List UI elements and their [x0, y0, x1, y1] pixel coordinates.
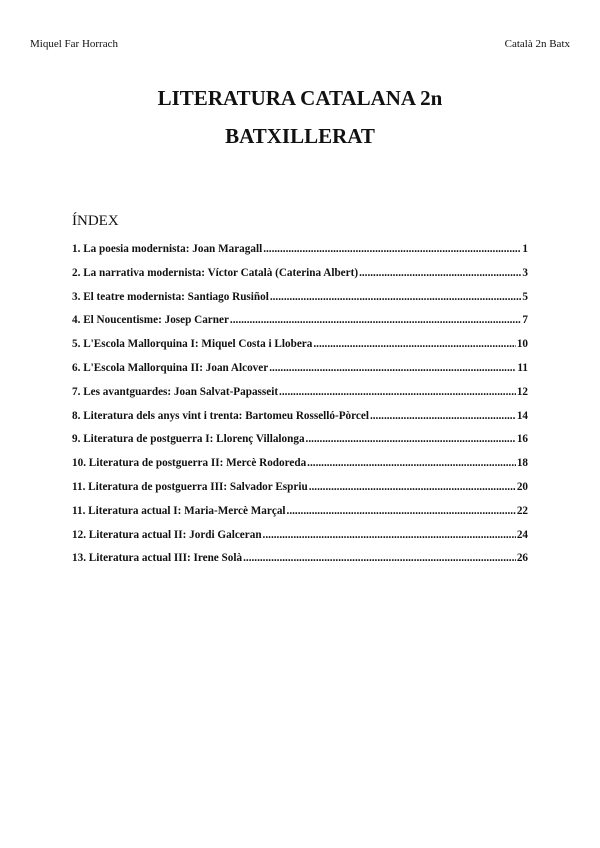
toc-entry-page: 1: [522, 243, 528, 255]
toc-entry-6[interactable]: [72, 362, 528, 386]
toc-entry-9[interactable]: [72, 433, 528, 457]
index-heading: ÍNDEX: [72, 213, 119, 229]
toc-entry-label: 4. El Noucentisme: Josep Carner: [72, 314, 229, 327]
toc-entry-label: 6. L'Escola Mallorquina II: Joan Alcover: [72, 361, 269, 374]
toc-entry-label: 10. Literatura de postguerra II: Mercè Rodoreda: [72, 457, 307, 470]
toc-leader-dots: [309, 481, 516, 493]
toc-entry-page: 20: [516, 480, 528, 493]
toc-leader-dots: [243, 552, 516, 564]
toc-entry-label: 11. Literatura actual I: Maria-Mercè Marçal: [72, 504, 286, 517]
table-of-contents: [72, 243, 528, 576]
toc-entry-page: 7: [522, 314, 528, 327]
toc-entry-label: 5. L'Escola Mallorquina I: Miquel Costa i Llobera: [72, 338, 313, 351]
toc-entry-page: 22: [516, 504, 528, 517]
toc-entry-label: 7. Les avantguardes: Joan Salvat-Papasseit: [72, 385, 279, 398]
toc-entry-2[interactable]: [72, 267, 528, 291]
toc-entry-12[interactable]: [72, 505, 528, 529]
toc-entry-label: 9. Literatura de postguerra I: Llorenç Villalonga: [72, 433, 305, 446]
toc-entry-page: 26: [516, 552, 528, 565]
toc-entry-page: 24: [516, 528, 528, 541]
toc-entry-page: 5: [522, 290, 528, 303]
toc-entry-1[interactable]: [72, 243, 528, 267]
toc-entry-14[interactable]: [72, 552, 528, 576]
toc-leader-dots: [359, 267, 521, 279]
toc-entry-page: 16: [516, 433, 528, 446]
toc-leader-dots: [270, 291, 522, 303]
toc-entry-label: 13. Literatura actual III: Irene Solà: [72, 552, 243, 565]
toc-leader-dots: [370, 410, 516, 422]
toc-entry-13[interactable]: [72, 529, 528, 553]
toc-entry-11[interactable]: [72, 481, 528, 505]
toc-leader-dots: [230, 314, 521, 326]
toc-entry-label: 8. Literatura dels anys vint i trenta: Bartomeu Rosselló-Pòrcel: [72, 409, 369, 422]
toc-entry-label: 12. Literatura actual II: Jordi Galceran: [72, 528, 262, 541]
toc-leader-dots: [307, 457, 516, 469]
toc-entry-label: 1. La poesia modernista: Joan Maragall: [72, 243, 263, 255]
toc-entry-page: 11: [517, 361, 528, 374]
toc-entry-page: 12: [516, 385, 528, 398]
document-title-line-1: LITERATURA CATALANA 2n: [157, 86, 443, 110]
toc-entry-10[interactable]: [72, 457, 528, 481]
toc-leader-dots: [263, 529, 516, 541]
toc-entry-3[interactable]: [72, 291, 528, 315]
toc-entry-page: 10: [516, 338, 528, 351]
document-title-line-2: BATXILLERAT: [225, 124, 375, 148]
header-author: Miquel Far Horrach: [30, 38, 118, 50]
toc-entry-4[interactable]: [72, 314, 528, 338]
toc-entry-label: 11. Literatura de postguerra III: Salvador Espriu: [72, 480, 308, 493]
toc-entry-7[interactable]: [72, 386, 528, 410]
toc-entry-page: 14: [516, 409, 528, 422]
toc-entry-page: 18: [516, 457, 528, 470]
header-course: Català 2n Batx: [504, 38, 570, 50]
toc-entry-label: 2. La narrativa modernista: Víctor Català (Caterina Albert): [72, 266, 359, 279]
toc-entry-5[interactable]: [72, 338, 528, 362]
toc-leader-dots: [263, 243, 521, 255]
toc-leader-dots: [313, 338, 515, 350]
toc-entry-8[interactable]: [72, 410, 528, 434]
toc-leader-dots: [287, 505, 516, 517]
toc-entry-label: 3. El teatre modernista: Santiago Rusiñol: [72, 290, 269, 303]
toc-leader-dots: [279, 386, 516, 398]
toc-leader-dots: [269, 362, 516, 374]
toc-leader-dots: [306, 433, 516, 445]
toc-entry-page: 3: [522, 266, 528, 279]
